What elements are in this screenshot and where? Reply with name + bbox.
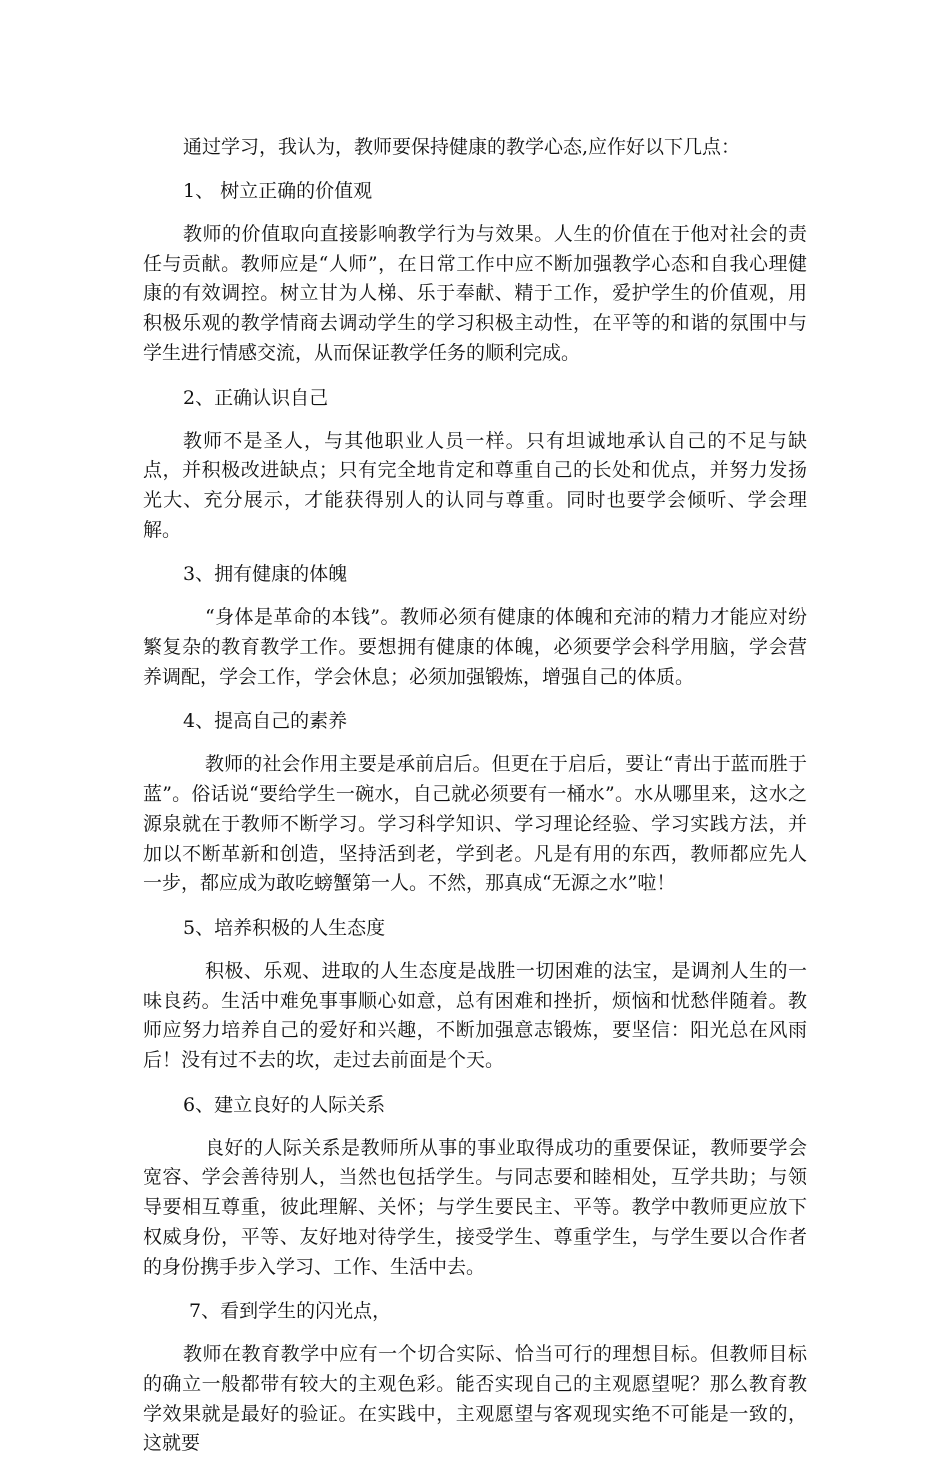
section-7-heading: 7、看到学生的闪光点， [189, 1300, 392, 1323]
section-4-body: 教师的社会作用主要是承前启后。但更在于启后，要让“青出于蓝而胜于蓝”。俗话说“要给学生一碗水，自己就必须要有一桶水”。水从哪里来，这水之源泉就在于教师不断学习。学习科学知识、学习理论经验、学习实践方法，并加以不断革新和创造，坚持活到老，学到老。凡是有用的东西，教师都应先人一步，都应成为敢吃螃蟹第一人。不然，那真成“无源之水”啦！ [143, 753, 807, 895]
section-1-body: 教师的价值取向直接影响教学行为与效果。人生的价值在于他对社会的责任与贡献。教师应是“人师”，在日常工作中应不断加强教学心态和自我心理健康的有效调控。树立甘为人梯、乐于奉献、精于工作，爱护学生的价值观，用积极乐观的教学情商去调动学生的学习积极主动性，在平等的和谐的氛围中与学生进行情感交流，从而保证教学任务的顺利完成。 [143, 223, 807, 364]
section-6-body: 良好的人际关系是教师所从事的事业取得成功的重要保证，教师要学会宽容、学会善待别人，当然也包括学生。与同志要和睦相处，互学共助；与领导要相互尊重，彼此理解、关怀；与学生要民主、平等。教学中教师更应放下权威身份，平等、友好地对待学生，接受学生、尊重学生，与学生要以合作者的身份携手步入学习、工作、生活中去。 [143, 1136, 807, 1278]
section-3-body: “身体是革命的本钱”。教师必须有健康的体魄和充沛的精力才能应对纷繁复杂的教育教学工作。要想拥有健康的体魄，必须要学会科学用脑，学会营养调配，学会工作，学会休息；必须加强锻炼，增强自己的体质。 [143, 606, 807, 688]
section-6-heading: 6、建立良好的人际关系 [183, 1093, 386, 1116]
section-2-body: 教师不是圣人，与其他职业人员一样。只有坦诚地承认自己的不足与缺点，并积极改进缺点；只有完全地肯定和尊重自己的长处和优点，并努力发扬光大、充分展示，才能获得别人的认同与尊重。同时也要学会倾听、学会理解。 [143, 429, 807, 541]
section-5-body: 积极、乐观、进取的人生态度是战胜一切困难的法宝，是调剂人生的一味良药。生活中难免事事顺心如意，总有困难和挫折，烦恼和忧愁伴随着。教师应努力培养自己的爱好和兴趣，不断加强意志锻炼，要坚信：阳光总在风雨后！没有过不去的坎，走过去前面是个天。 [143, 959, 807, 1072]
section-7-body: 教师在教育教学中应有一个切合实际、恰当可行的理想目标。但教师目标的确立一般都带有较大的主观色彩。能否实现自己的主观愿望呢？那么教育教学效果就是最好的验证。在实践中，主观愿望与客观现实绝不可能是一致的，这就要 [143, 1343, 807, 1455]
section-4-heading: 4、提高自己的素养 [183, 710, 348, 733]
document-body [143, 132, 807, 1473]
section-5-heading: 5、培养积极的人生态度 [183, 916, 386, 939]
intro-paragraph: 通过学习，我认为，教师要保持健康的教学心态,应作好以下几点： [183, 136, 741, 158]
section-3-heading: 3、拥有健康的体魄 [183, 563, 348, 586]
section-2-heading: 2、正确认识自己 [183, 386, 329, 409]
section-1-heading: 1、 树立正确的价值观 [183, 180, 373, 202]
